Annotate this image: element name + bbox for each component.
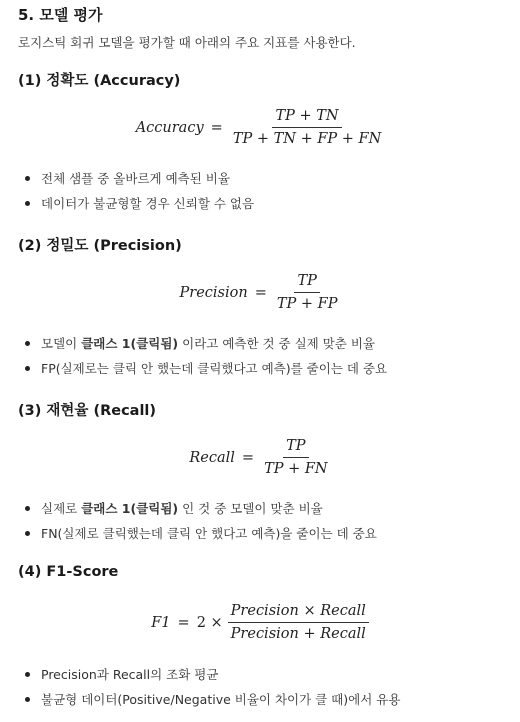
formula-denominator: TP + TN + FP + FN [232,131,382,147]
formula-numerator: TP [294,273,319,293]
list-item [22,170,254,195]
list-item-text-pre: 모델이 [41,336,82,351]
formula-equals: = [210,119,223,136]
formula-fraction [228,603,369,642]
intro-text: 로지스틱 회귀 모델을 평가할 때 아래의 주요 지표를 사용한다. [18,35,356,50]
formula-denominator: Precision + Recall [230,626,366,642]
list-item-text-bold: 클래스 1(클릭됨) [81,336,179,351]
formula-recall [0,438,520,477]
formula-numerator: TP + TN [272,108,341,128]
formula-lhs: Accuracy [135,119,204,136]
heading-precision: (2) 정밀도 (Precision) [18,238,182,254]
list-item [22,691,400,716]
list-item-text-pre: 실제로 [41,501,82,516]
list-item [22,525,377,550]
heading-recall: (3) 재현율 (Recall) [18,403,157,419]
formula-denominator: TP + FP [276,296,338,312]
bullet-list-recall [22,500,377,550]
bullet-list-accuracy [22,170,254,220]
list-item [22,335,387,360]
formula-coefficient: 2 × [196,614,223,631]
formula-fraction [261,438,331,477]
formula-fraction [230,108,384,147]
formula-f1-score [0,603,520,642]
heading-accuracy: (1) 정확도 (Accuracy) [18,73,181,89]
list-item-text: 전체 샘플 중 올바르게 예측된 비율 [41,171,230,186]
formula-equals: = [177,614,190,631]
formula-equals: = [254,284,267,301]
heading-f1-score: (4) F1-Score [18,564,119,580]
bullet-list-f1-score [22,666,400,716]
formula-lhs: Precision [179,284,248,301]
list-item-text: 데이터가 불균형할 경우 신뢰할 수 없음 [41,196,255,211]
formula-numerator: Precision × Recall [228,603,369,623]
list-item [22,360,387,385]
formula-precision [0,273,520,312]
formula-equals: = [241,449,255,466]
list-item-text: FN(실제로 클릭했는데 클릭 안 했다고 예측)을 줄이는 데 중요 [41,526,377,541]
list-item-text-post: 인 것 중 모델이 맞춘 비율 [178,501,323,516]
list-item-text-post: 이라고 예측한 것 중 실제 맞춘 비율 [178,336,376,351]
list-item-text: Precision과 Recall의 조화 평균 [41,667,219,682]
list-item-text: 불균형 데이터(Positive/Negative 비율이 차이가 클 때)에서 유용 [41,692,401,707]
formula-numerator: TP [283,438,308,458]
formula-accuracy [0,108,520,147]
bullet-list-precision [22,335,387,385]
list-item [22,500,377,525]
formula-fraction [274,273,341,312]
list-item-text-bold: 클래스 1(클릭됨) [81,501,179,516]
formula-denominator: TP + FN [264,461,328,477]
formula-lhs: F1 [151,614,171,631]
list-item [22,666,400,691]
formula-lhs: Recall [189,449,235,466]
list-item-text: FP(실제로는 클릭 안 했는데 클릭했다고 예측)를 줄이는 데 중요 [41,361,388,376]
section-title: 5. 모델 평가 [18,6,103,24]
list-item [22,195,254,220]
